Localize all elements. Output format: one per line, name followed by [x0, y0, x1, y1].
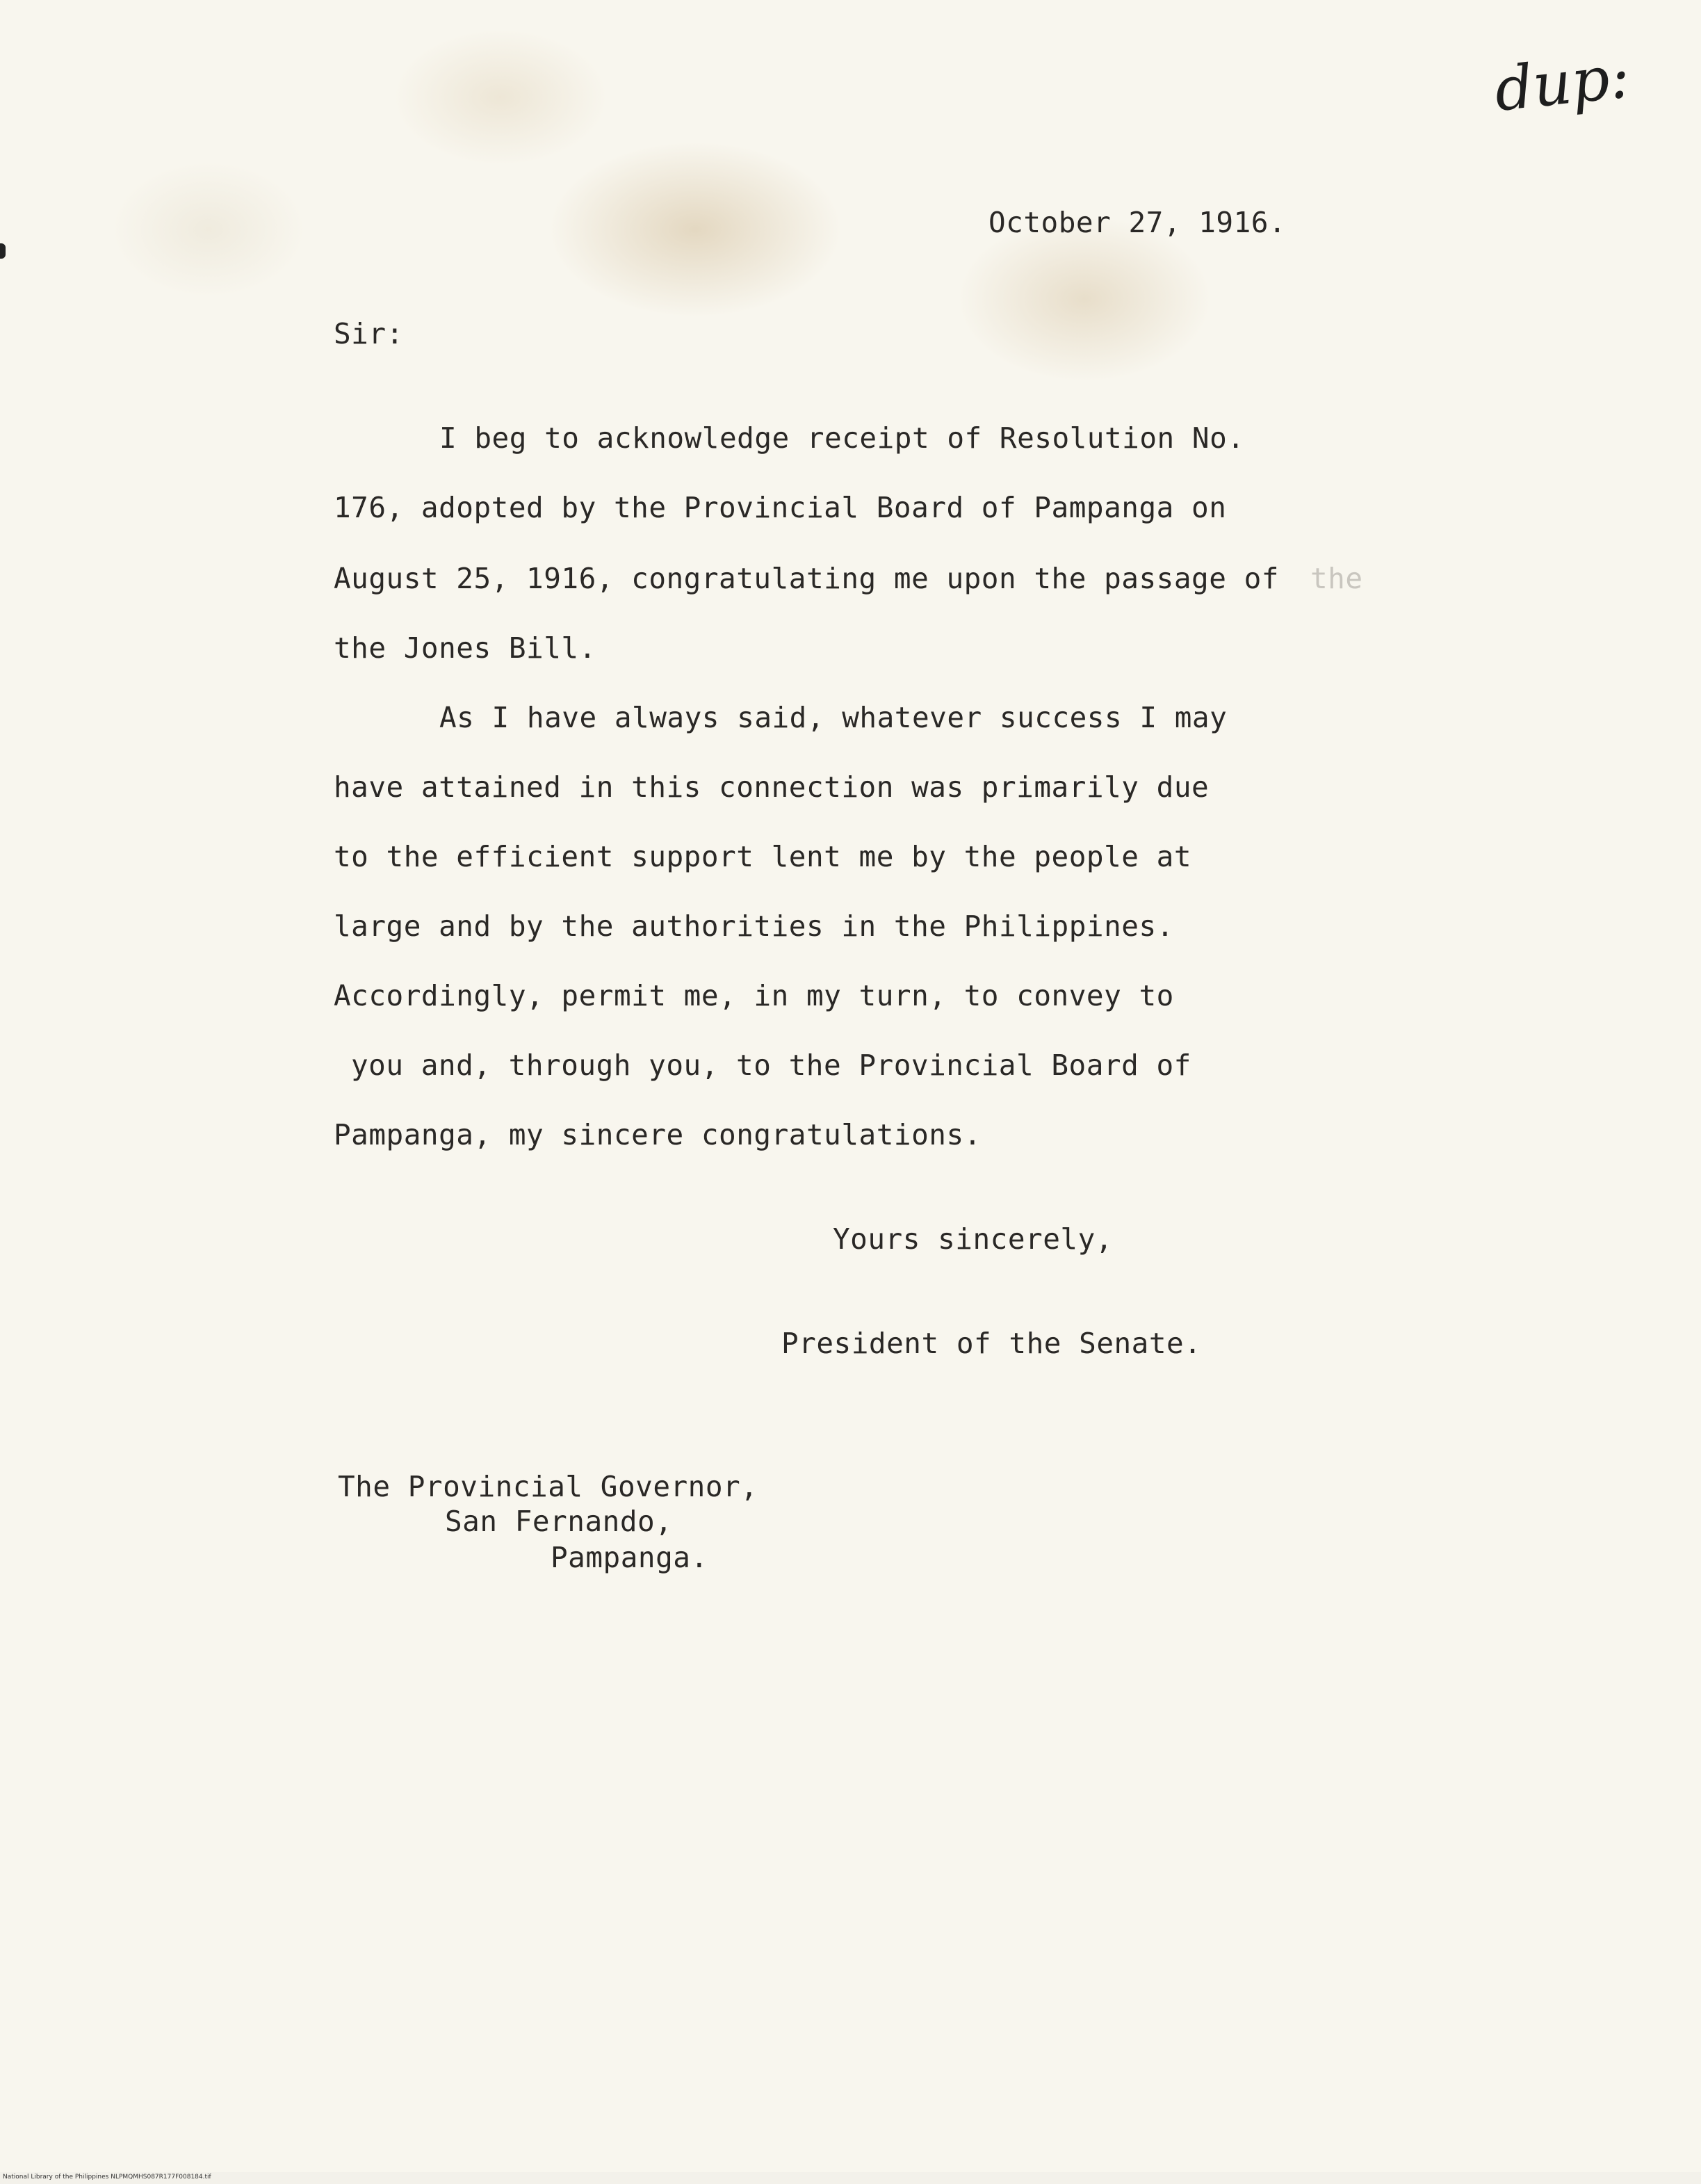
address-line: San Fernando, — [445, 1505, 673, 1538]
body-line: the Jones Bill. — [334, 631, 596, 665]
body-line: 176, adopted by the Provincial Board of Pampanga on — [334, 491, 1227, 524]
letter-date: October 27, 1916. — [988, 206, 1287, 239]
body-line: As I have always said, whatever success I may — [439, 701, 1228, 734]
address-line: Pampanga. — [551, 1541, 708, 1574]
body-line: have attained in this connection was primarily due — [334, 770, 1210, 804]
body-line: I beg to acknowledge receipt of Resolution No. — [439, 421, 1245, 455]
signature-title: President of the Senate. — [781, 1327, 1202, 1360]
scan-footer-text: National Library of the Philippines NLPMQMHS087R177F008184.tif — [3, 2174, 211, 2181]
body-line: Pampanga, my sincere congratulations. — [334, 1118, 982, 1151]
address-line: The Provincial Governor, — [338, 1470, 758, 1503]
punch-hole-mark — [0, 243, 6, 259]
scan-footer-strip — [0, 2172, 1701, 2184]
ghost-overstrike: the — [1310, 562, 1363, 595]
body-line: to the efficient support lent me by the people at — [334, 840, 1192, 873]
body-line: Accordingly, permit me, in my turn, to convey to — [334, 979, 1174, 1012]
closing: Yours sincerely, — [833, 1222, 1113, 1256]
body-line: August 25, 1916, congratulating me upon the passage of — [334, 562, 1279, 595]
salutation: Sir: — [334, 317, 404, 350]
body-line: large and by the authorities in the Philippines. — [334, 909, 1174, 943]
body-line: you and, through you, to the Provincial Board of — [351, 1049, 1191, 1082]
handwritten-annotation: dup: — [1491, 42, 1634, 125]
